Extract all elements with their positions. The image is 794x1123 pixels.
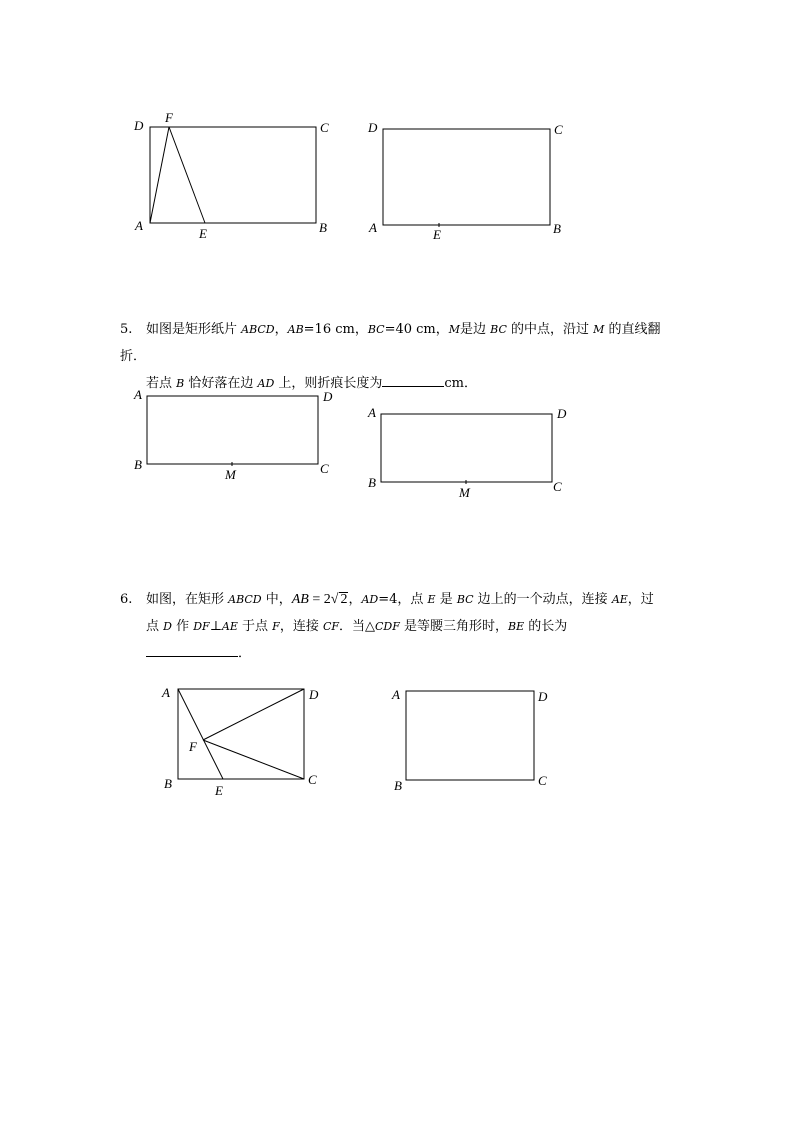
var: AB (287, 323, 304, 336)
var: AD (257, 377, 275, 390)
text: 如图，在矩形 (146, 592, 229, 607)
formula-eq: = 2 (308, 592, 331, 607)
label-a: A (368, 405, 376, 420)
label-e: E (199, 226, 207, 241)
answer-blank[interactable] (146, 644, 238, 657)
text: 是 (435, 592, 457, 607)
label-b: B (134, 457, 142, 472)
var: CF (322, 620, 340, 633)
text: ， (348, 592, 362, 607)
q4-figure-left (130, 106, 340, 246)
label-m: M (225, 467, 236, 482)
rectangle-abcd (381, 414, 552, 482)
label-d: D (557, 406, 567, 421)
text: ，过 (627, 592, 654, 607)
answer-blank[interactable] (382, 374, 444, 387)
text: 的直线翻折． (120, 322, 661, 364)
text: ．当△ (339, 619, 376, 634)
text: =16 cm， (303, 322, 368, 337)
label-b: B (394, 778, 402, 793)
var: ABCD (241, 323, 275, 336)
label-f: F (189, 739, 197, 754)
text: =40 cm， (384, 322, 449, 337)
label-b: B (553, 221, 561, 236)
label-a: A (134, 387, 142, 402)
formula-radicand: 2 (340, 592, 348, 607)
label-d: D (134, 118, 144, 133)
text: 作 (171, 619, 194, 634)
var: ABCD (228, 593, 262, 606)
text: 若点 (146, 376, 177, 391)
var: M (593, 323, 605, 336)
question-number: 5. (120, 322, 133, 337)
var: CDF (375, 620, 400, 633)
label-d: D (309, 687, 319, 702)
formula-lhs: AB (291, 592, 309, 607)
var: F (272, 620, 280, 633)
var: BC (367, 323, 385, 336)
rectangle-abcd (178, 689, 304, 779)
label-e: E (215, 783, 223, 798)
label-f: F (165, 110, 173, 125)
text: =4，点 (378, 592, 428, 607)
q5-figure-left (130, 384, 340, 484)
label-a: A (369, 220, 377, 235)
text: 点 (146, 619, 164, 634)
label-c: C (553, 479, 562, 494)
rectangle-abcd (406, 691, 534, 780)
text: 边上的一个动点，连接 (473, 592, 612, 607)
segment-df (203, 689, 304, 740)
q4-figure-right (360, 106, 580, 246)
var: BC (456, 593, 474, 606)
var: M (448, 323, 461, 336)
segment-fe (169, 127, 205, 223)
question-number: 6. (120, 592, 133, 607)
q6-figure-left (150, 676, 340, 806)
label-m: M (459, 485, 470, 500)
text: 如图是矩形纸片 (146, 322, 242, 337)
text: ，连接 (279, 619, 323, 634)
q5-figure-right (360, 402, 580, 502)
rectangle-abcd (147, 396, 318, 464)
text: ， (274, 322, 288, 337)
text: ⊥ (209, 619, 222, 634)
text: 是边 (460, 322, 491, 337)
text: 恰好落在边 (184, 376, 258, 391)
text: 于点 (237, 619, 273, 634)
label-b: B (319, 220, 327, 235)
label-b: B (368, 475, 376, 490)
question-6 (120, 586, 680, 667)
var: B (176, 377, 185, 390)
q6-figure-right (380, 678, 570, 808)
var: D (163, 620, 172, 633)
var: AD (361, 593, 379, 606)
text: 上，则折痕长度为 (274, 376, 383, 391)
label-c: C (320, 120, 329, 135)
label-a: A (392, 687, 400, 702)
label-b: B (164, 776, 172, 791)
var: AE (611, 593, 628, 606)
label-c: C (320, 461, 329, 476)
label-c: C (538, 773, 547, 788)
text: 是等腰三角形时， (399, 619, 509, 634)
rectangle-abcd (383, 129, 550, 225)
formula-ab: AB = 2√ 2 (291, 592, 348, 607)
label-c: C (554, 122, 563, 137)
var: AE (221, 620, 238, 633)
text: 的长为 (524, 619, 568, 634)
var: E (427, 593, 436, 606)
label-d: D (538, 689, 548, 704)
label-a: A (162, 685, 170, 700)
label-d: D (368, 120, 378, 135)
label-a: A (135, 218, 143, 233)
var: BC (490, 323, 507, 336)
segment-af (150, 127, 169, 223)
text: 中， (261, 592, 292, 607)
text: ． (238, 646, 252, 661)
segment-ae (178, 689, 223, 779)
label-e: E (433, 227, 441, 242)
var: BE (508, 620, 525, 633)
text: 的中点，沿过 (506, 322, 594, 337)
label-c: C (308, 772, 317, 787)
segment-cf (203, 740, 304, 779)
label-d: D (323, 389, 333, 404)
text: cm． (444, 376, 478, 391)
var: DF (193, 620, 210, 633)
